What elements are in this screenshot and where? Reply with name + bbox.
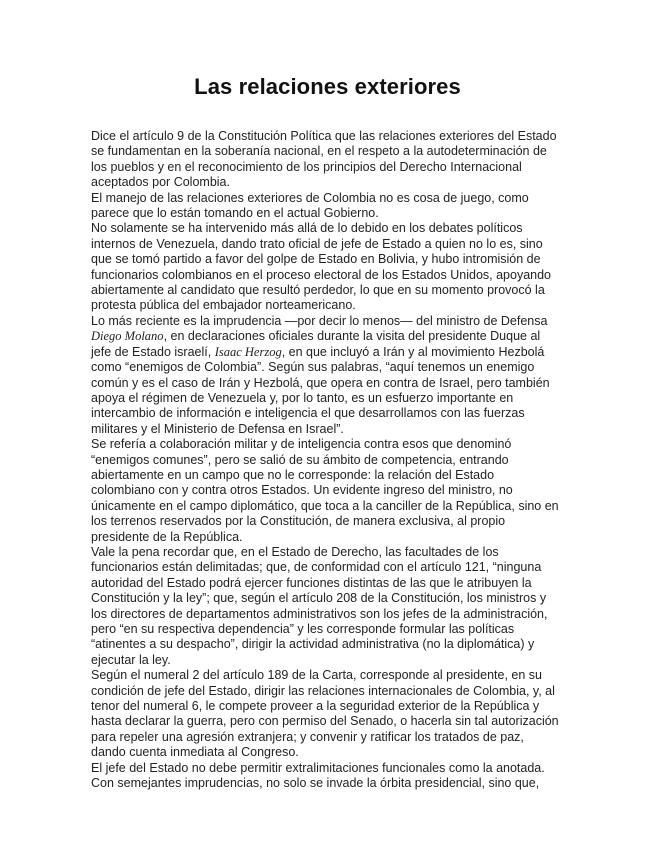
paragraph-7: Según el numeral 2 del artículo 189 de la Carta, corresponde al presidente, en su condición de jefe del Estado, dirigir las relaciones internacionales de Colombia, y, al tenor del numeral 6, le compete proveer a la seguridad exterior de la República y hasta declarar la guerra, pero con permiso del Senado, o hacerla sin tal autorización para repeler una agresión extranjera; y convenir y ratificar los tratados de paz, dando cuenta inmediata al Congreso.: [91, 668, 559, 760]
paragraph-5: Se refería a colaboración militar y de inteligencia contra esos que denominó “enemigos comunes”, pero se salió de su ámbito de competencia, entrando abiertamente en un campo que no le corresponde: la relación del Estado colombiano con y contra otros Estados. Un evidente ingreso del ministro, no únicamente en el campo diplomático, que toca a la canciller de la República, sino en los terrenos reservados por la Constitución, de manera exclusiva, al propio presidente de la República.: [91, 437, 559, 544]
paragraph-8: El jefe del Estado no debe permitir extralimitaciones funcionales como la anotada. Con semejantes imprudencias, no solo se invade la órbita presidencial, sino que,: [91, 760, 545, 791]
paragraph-4: [91, 314, 561, 437]
paragraph-4-text-2: , en declaraciones oficiales durante la visita del presidente Duque al jefe de Estado israelí,: [91, 329, 541, 359]
paragraph-6: Vale la pena recordar que, en el Estado de Derecho, las facultades de los funcionarios están delimitadas; que, de conformidad con el artículo 121, “ninguna autoridad del Estado podrá ejercer funciones distintas de las que le atribuyen la Constitución y la ley”; que, según el artículo 208 de la Constitución, los ministros y los directores de departamentos administrativos son los jefes de la administración, pero “en su respectiva dependencia” y les corresponde formular las políticas “atinentes a su despacho”, dirigir la actividad administrativa (no la diplomática) y ejecutar la ley.: [91, 544, 548, 667]
paragraph-2: El manejo de las relaciones exteriores de Colombia no es cosa de juego, como parece que lo están tomando en el actual Gobierno.: [91, 190, 529, 221]
paragraph-3: No solamente se ha intervenido más allá de lo debido en los debates políticos internos de Venezuela, dando trato oficial de jefe de Estado a quien no lo es, sino que se tomó partido a favor del golpe de Estado en Bolivia, y hubo intromisión de funcionarios colombianos en el proceso electoral de los Estados Unidos, apoyando abiertamente al candidato que resultó perdedor, lo que en su momento provocó la protesta pública del embajador norteamericano.: [91, 221, 552, 313]
paragraph-4-text-1: Lo más reciente es la imprudencia —por decir lo menos— del ministro de Defensa: [91, 313, 548, 328]
document-body: [91, 129, 561, 791]
person-name-diego-molano: Diego Molano: [91, 329, 164, 344]
document-title: Las relaciones exteriores: [194, 74, 461, 99]
person-name-isaac-herzog: Isaac Herzog: [214, 344, 282, 359]
paragraph-4-text-3: , en que incluyó a Irán y al movimiento Hezbolá como “enemigos de Colombia”. Según sus palabras, “aquí tenemos un enemigo común y es el caso de Irán y Hezbolá, que opera en contra de Israel, pero también apoya el régimen de Venezuela y, por lo tanto, es un esfuerzo importante en intercambio de información e inteligencia el que desarrollamos con las fuerzas militares y el Ministerio de Defensa en Israel”.: [91, 344, 550, 436]
paragraph-1: Dice el artículo 9 de la Constitución Política que las relaciones exteriores del Estado se fundamentan en la soberanía nacional, en el respeto a la autodeterminación de los pueblos y en el reconocimiento de los principios del Derecho Internacional aceptados por Colombia.: [91, 129, 557, 190]
